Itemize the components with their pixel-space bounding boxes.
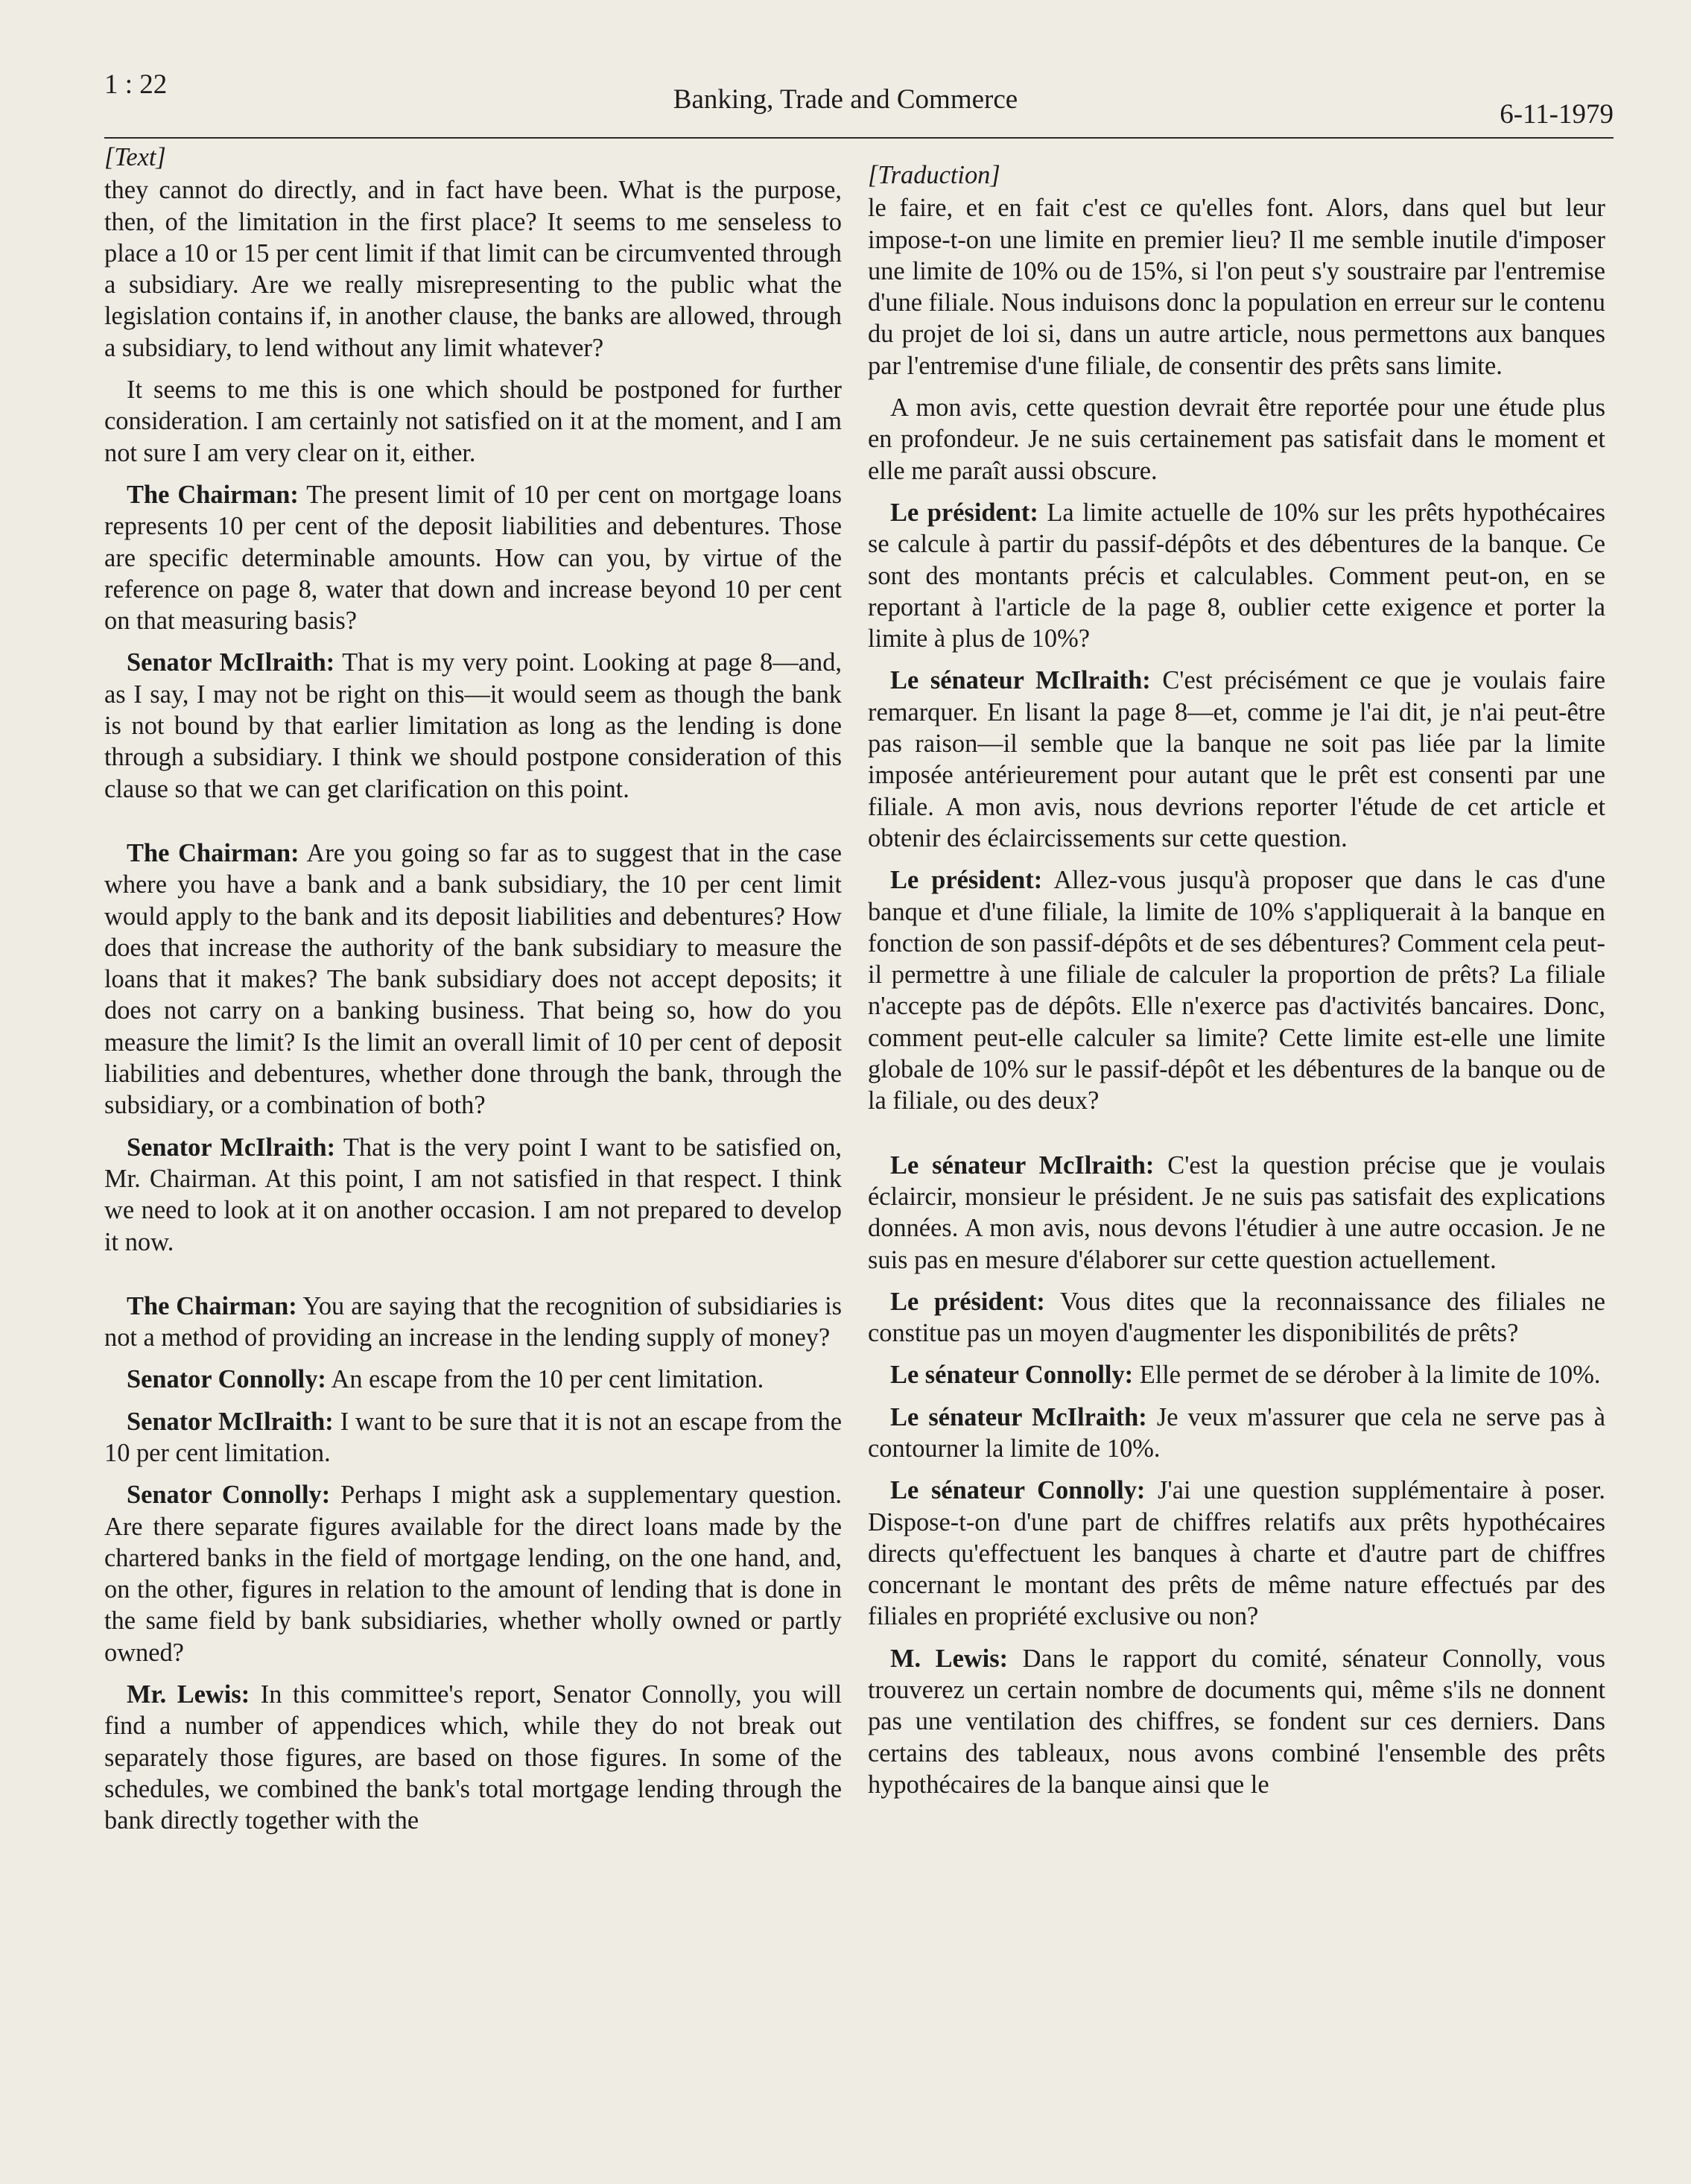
speech-text: An escape from the 10 per cent limitation. <box>326 1365 764 1394</box>
sitting-date: 6-11-1979 <box>1500 99 1614 130</box>
speech-text: Dans le rapport du comité, sénateur Connolly, vous trouverez un certain nombre de documents qui, même s'ils ne donnent pas une ventilation des chiffres, se fondent sur ces derniers. Dans certains des tableaux, nous avons combiné l'ensemble des prêts hypothécaires de la banque ainsi que le <box>868 1644 1606 1799</box>
speech-paragraph <box>104 1406 842 1469</box>
paragraph: It seems to me this is one which should be postponed for further consideration. I am certainly not satisfied on it at the moment, and I am not sure I am very clear on it, either. <box>104 376 842 467</box>
french-column <box>868 159 1605 1811</box>
speaker-name: Le sénateur McIlraith: <box>890 666 1151 695</box>
speaker-name: Le président: <box>890 498 1038 527</box>
speaker-name: Le sénateur Connolly: <box>890 1361 1134 1390</box>
paragraph: le faire, et en fait c'est ce qu'elles font. Alors, dans quel but leur impose-t-on une limite en premier lieu? Il me semble inutile d'imposer une limite de 10% ou de 15%, si l'on peut s'y soustraire par l'entremise d'une filiale. Nous induisons donc la population en erreur sur le contenu du projet de loi si, dans un autre article, nous permettons aux banques par l'entremise d'une filiale, de consentir des prêts sans limite. <box>868 194 1605 380</box>
speech-text: I want to be sure that it is not an escape from the 10 per cent limitation. <box>104 1407 842 1467</box>
speech-paragraph <box>104 1291 842 1354</box>
speech-text: In this committee's report, Senator Connolly, you will find a number of appendices which, while they do not break out separately those figures, are based on those figures. In some of the schedules, we combined the bank's total mortgage lending through the bank directly together with the <box>104 1680 842 1835</box>
speaker-name: Senator McIlraith: <box>127 1407 334 1436</box>
speech-paragraph <box>868 864 1605 1116</box>
speech-text: Are you going so far as to suggest that in the case where you have a bank and a bank subsidiary, the 10 per cent limit would apply to the bank and its deposit liabilities and debentures? How does that increase the authority of the bank subsidiary to measure the loans that it makes? The bank subsidiary does not accept deposits; it does not carry on a banking business. That being so, how do you measure the limit? Is the limit an overall limit of 10 per cent of deposit liabilities and debentures, whether done through the bank, through the subsidiary, or a combination of both? <box>104 838 843 1120</box>
paragraph: A mon avis, cette question devrait être reportée pour une étude plus en profondeur. Je ne suis certainement pas satisfait dans le moment et elle me paraît aussi obscure. <box>868 393 1605 485</box>
speech-text: Perhaps I might ask a supplementary question. Are there separate figures available for the direct loans made by the chartered banks in the field of mortgage lending, on the one hand, and, on the other, figures in relation to the amount of lending that is done in the same field by bank subsidiaries, whether wholly owned or partly owned? <box>104 1481 842 1667</box>
speaker-name: Mr. Lewis: <box>127 1680 250 1709</box>
speech-text: The present limit of 10 per cent on mortgage loans represents 10 per cent of the deposit liabilities and debentures. Those are specific determinable amounts. How can you, by virtue of the reference on page 8, water that down and increase beyond 10 per cent on that measuring basis? <box>104 480 842 636</box>
speech-paragraph <box>868 497 1605 654</box>
speech-paragraph <box>868 1475 1605 1632</box>
speaker-name: The Chairman: <box>127 838 299 867</box>
speech-paragraph <box>868 1359 1605 1390</box>
speech-text: Allez-vous jusqu'à proposer que dans le cas d'une banque et d'une filiale, la limite de 10% s'appliquerait à la banque en fonction de son passif-dépôts et de ses débentures? Comment cela peut-il permettre à une filiale de calculer la proportion de prêts? La filiale n'accepte pas de dépôts. Elle n'exerce pas d'activités bancaires. Donc, comment peut-elle calculer sa limite? Cette limite est-elle une limite globale de 10% sur le passif-dépôt et les débentures de la banque ou de la filiale, ou des deux? <box>868 866 1605 1115</box>
speech-text: C'est précisément ce que je voulais faire remarquer. En lisant la page 8—et, comme je l'ai dit, je n'ai peut-être pas raison—il semble que la banque ne soit pas liée par la limite imposée antérieurement pour autant que le prêt est consenti par une filiale. A mon avis, nous devrions reporter l'étude de cet article et obtenir des éclaircissements sur cette question. <box>868 666 1606 852</box>
running-title: Banking, Trade and Commerce <box>673 84 1018 115</box>
page-number: 1 : 22 <box>104 69 168 100</box>
speech-text: That is my very point. Looking at page 8—and, as I say, I may not be right on this—it would seem as though the bank is not bound by that earlier limitation as long as the lending is done through a subsidiary. I think we should postpone consideration of this clause so that we can get clarification on this point. <box>104 648 842 803</box>
speaker-name: The Chairman: <box>127 480 299 509</box>
speaker-name: Le sénateur McIlraith: <box>890 1402 1147 1431</box>
speech-paragraph <box>104 1132 842 1258</box>
speech-paragraph <box>868 1402 1605 1465</box>
speech-text: La limite actuelle de 10% sur les prêts hypothécaires se calcule à partir du passif-dépôts et des débentures de la banque. Ce sont des montants précis et calculables. Comment peut-on, en se reportant à l'article de la page 8, oublier cette exigence et porter la limite à plus de 10%? <box>868 498 1605 653</box>
speech-paragraph <box>104 1679 842 1836</box>
speaker-name: Senator Connolly: <box>127 1365 326 1394</box>
speaker-name: The Chairman: <box>127 1291 297 1320</box>
speaker-name: Senator McIlraith: <box>127 648 335 677</box>
section-label: [Traduction] <box>868 161 1000 189</box>
speech-paragraph <box>868 1150 1605 1276</box>
speech-text: Elle permet de se dérober à la limite de 10%. <box>1133 1361 1601 1390</box>
speech-paragraph <box>104 1364 842 1395</box>
speech-paragraph <box>868 665 1605 854</box>
paragraph: they cannot do directly, and in fact have been. What is the purpose, then, of the limitation in the first place? It seems to me senseless to place a 10 or 15 per cent limit if that limit can be circumvented through a subsidiary. Are we really misrepresenting to the public what the legislation contains if, in another clause, the banks are allowed, through a subsidiary, to lend without any limit whatever? <box>104 176 842 362</box>
speaker-name: Senator Connolly: <box>127 1481 331 1510</box>
page-header <box>0 0 1691 149</box>
speaker-name: Le sénateur McIlraith: <box>890 1150 1155 1180</box>
speaker-name: Le président: <box>890 1287 1045 1316</box>
english-column <box>104 142 842 1847</box>
speech-paragraph <box>104 479 842 636</box>
speech-paragraph <box>868 1643 1605 1800</box>
speech-text: J'ai une question supplémentaire à poser. Dispose-t-on d'une part de chiffres relatifs aux prêts hypothécaires directs qu'effectuent les banques à charte et d'autre part de chiffres concernant le montant des prêts de même nature effectués par des filiales en propriété exclusive ou non? <box>868 1476 1605 1631</box>
speaker-name: Le sénateur Connolly: <box>890 1476 1146 1505</box>
speech-paragraph <box>868 1286 1605 1349</box>
header-rule <box>104 137 1614 139</box>
speech-text: You are saying that the recognition of subsidiaries is not a method of providing an increase in the lending supply of money? <box>104 1291 843 1352</box>
speaker-name: M. Lewis: <box>890 1644 1009 1673</box>
speaker-name: Senator McIlraith: <box>127 1133 336 1162</box>
speech-paragraph <box>104 647 842 804</box>
speaker-name: Le président: <box>890 866 1043 895</box>
speech-paragraph <box>104 838 842 1121</box>
speech-text: Je veux m'assurer que cela ne serve pas à contourner la limite de 10%. <box>868 1402 1605 1463</box>
speech-text: C'est la question précise que je voulais éclaircir, monsieur le président. Je ne suis pas satisfait des explications données. A mon avis, nous devons l'étudier à une autre occasion. Je ne suis pas en mesure d'élaborer sur cette question actuellement. <box>868 1150 1605 1274</box>
speech-text: That is the very point I want to be satisfied on, Mr. Chairman. At this point, I am not satisfied in that respect. I think we need to look at it on another occasion. I am not prepared to develop it now. <box>104 1133 843 1256</box>
speech-paragraph <box>104 1479 842 1668</box>
speech-text: Vous dites que la reconnaissance des filiales ne constitue pas un moyen d'augmenter les disponibilités de prêts? <box>868 1287 1605 1348</box>
section-label: [Text] <box>104 143 166 171</box>
